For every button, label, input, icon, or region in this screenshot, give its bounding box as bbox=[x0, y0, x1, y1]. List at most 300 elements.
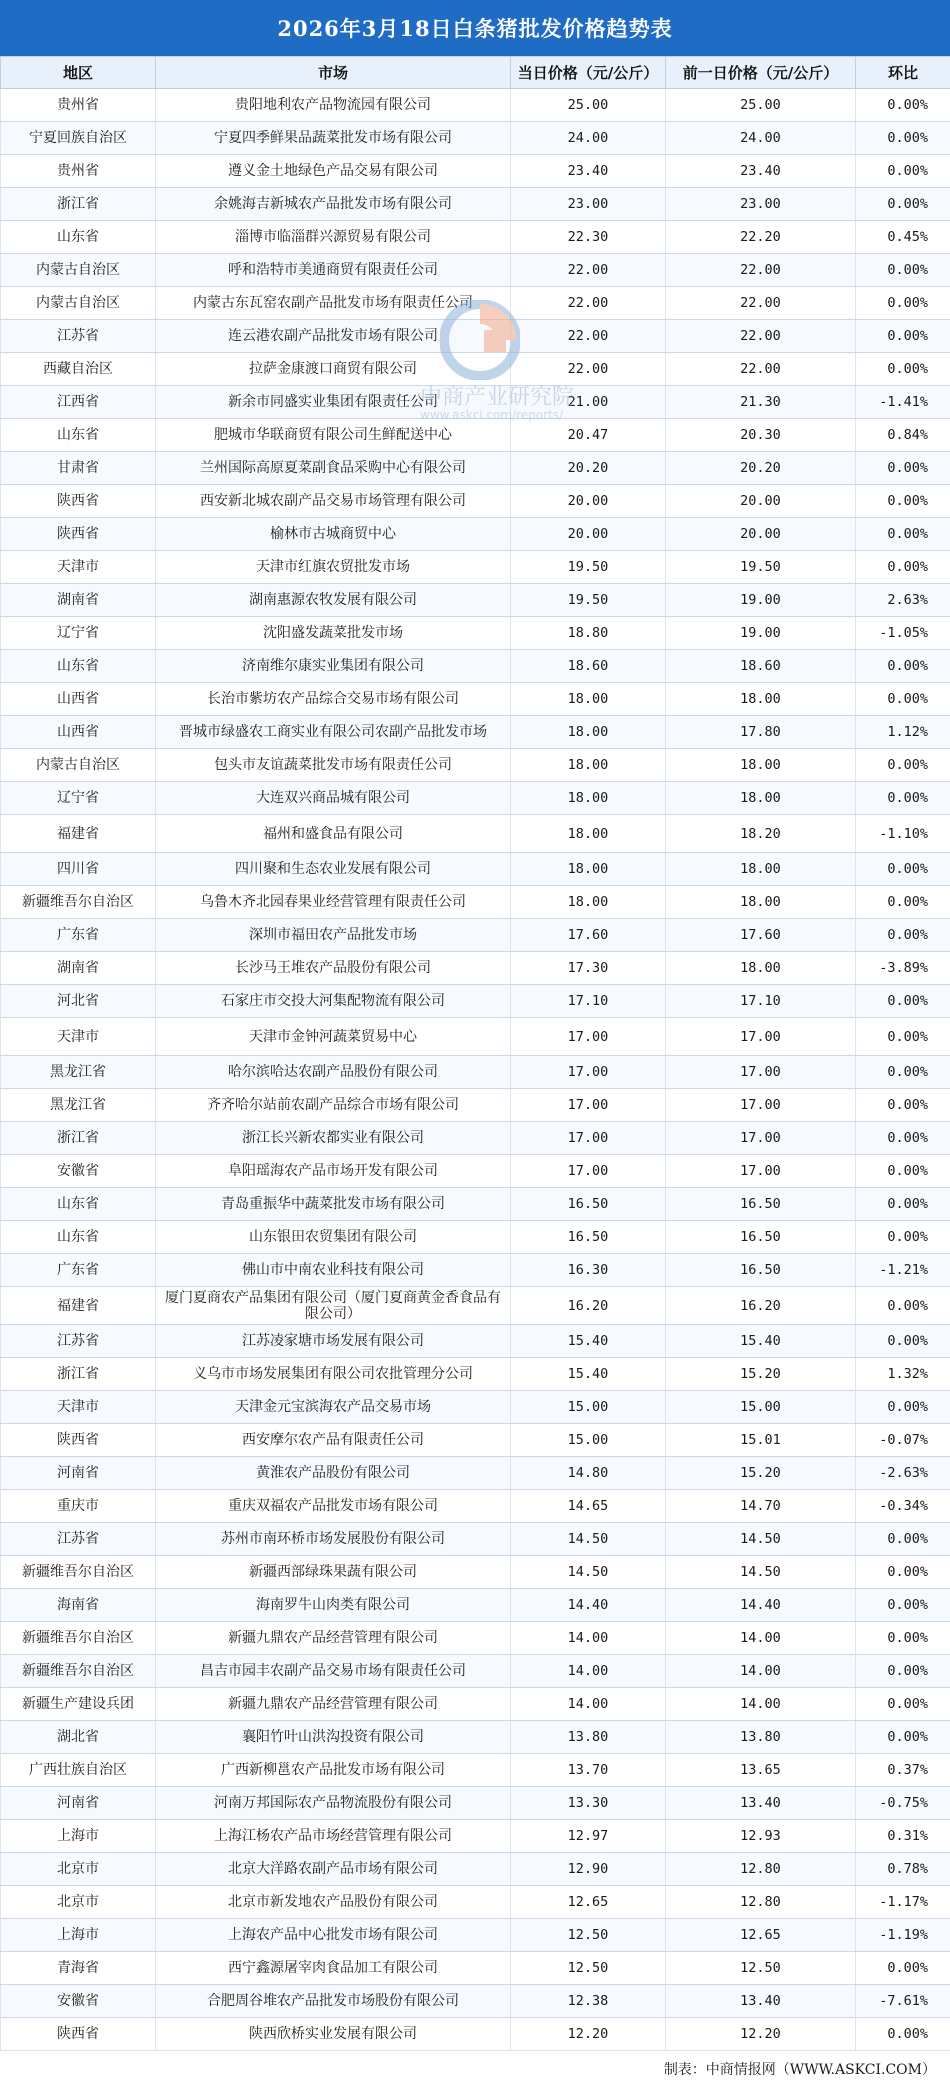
cell-today-price: 18.00 bbox=[511, 782, 666, 815]
cell-prev-price: 17.00 bbox=[666, 1018, 856, 1056]
header-change: 环比 bbox=[856, 57, 950, 89]
cell-prev-price: 17.10 bbox=[666, 985, 856, 1018]
cell-today-price: 22.00 bbox=[511, 254, 666, 287]
cell-market: 西安新北城农副产品交易市场管理有限公司 bbox=[156, 485, 511, 518]
cell-today-price: 17.00 bbox=[511, 1122, 666, 1155]
cell-prev-price: 17.80 bbox=[666, 716, 856, 749]
header-today-price: 当日价格（元/公斤） bbox=[511, 57, 666, 89]
cell-market: 苏州市南环桥市场发展股份有限公司 bbox=[156, 1523, 511, 1556]
cell-today-price: 19.50 bbox=[511, 584, 666, 617]
cell-region: 天津市 bbox=[1, 1391, 156, 1424]
cell-prev-price: 18.00 bbox=[666, 782, 856, 815]
cell-today-price: 12.20 bbox=[511, 2018, 666, 2051]
cell-market: 石家庄市交投大河集配物流有限公司 bbox=[156, 985, 511, 1018]
cell-prev-price: 22.00 bbox=[666, 320, 856, 353]
cell-today-price: 12.50 bbox=[511, 1952, 666, 1985]
cell-change: 0.00% bbox=[856, 1952, 950, 1985]
cell-prev-price: 13.80 bbox=[666, 1721, 856, 1754]
price-table bbox=[0, 56, 950, 2051]
cell-today-price: 17.00 bbox=[511, 1018, 666, 1056]
cell-prev-price: 13.40 bbox=[666, 1985, 856, 2018]
cell-region: 黑龙江省 bbox=[1, 1089, 156, 1122]
cell-region: 广西壮族自治区 bbox=[1, 1754, 156, 1787]
cell-change: -1.05% bbox=[856, 617, 950, 650]
cell-region: 江西省 bbox=[1, 386, 156, 419]
cell-change: 0.37% bbox=[856, 1754, 950, 1787]
cell-change: -1.10% bbox=[856, 815, 950, 853]
cell-region: 陕西省 bbox=[1, 518, 156, 551]
table-row bbox=[1, 1056, 950, 1089]
cell-prev-price: 17.00 bbox=[666, 1089, 856, 1122]
cell-region: 安徽省 bbox=[1, 1155, 156, 1188]
cell-prev-price: 18.00 bbox=[666, 886, 856, 919]
cell-today-price: 17.00 bbox=[511, 1089, 666, 1122]
cell-change: -1.19% bbox=[856, 1919, 950, 1952]
cell-today-price: 20.47 bbox=[511, 419, 666, 452]
watermark-url: www.askci.com/reports/ bbox=[420, 408, 564, 422]
cell-today-price: 14.00 bbox=[511, 1688, 666, 1721]
cell-market: 陕西欣桥实业发展有限公司 bbox=[156, 2018, 511, 2051]
cell-change: 0.00% bbox=[856, 1188, 950, 1221]
cell-change: 0.00% bbox=[856, 353, 950, 386]
cell-market: 江苏凌家塘市场发展有限公司 bbox=[156, 1325, 511, 1358]
table-row bbox=[1, 1122, 950, 1155]
cell-change: 0.00% bbox=[856, 1221, 950, 1254]
cell-market: 包头市友谊蔬菜批发市场有限责任公司 bbox=[156, 749, 511, 782]
cell-region: 北京市 bbox=[1, 1853, 156, 1886]
cell-region: 河南省 bbox=[1, 1457, 156, 1490]
cell-region: 内蒙古自治区 bbox=[1, 749, 156, 782]
cell-market: 浙江长兴新农都实业有限公司 bbox=[156, 1122, 511, 1155]
cell-region: 安徽省 bbox=[1, 1985, 156, 2018]
cell-today-price: 18.00 bbox=[511, 886, 666, 919]
cell-change: 0.00% bbox=[856, 287, 950, 320]
cell-market: 天津金元宝滨海农产品交易市场 bbox=[156, 1391, 511, 1424]
cell-region: 浙江省 bbox=[1, 1358, 156, 1391]
cell-market: 贵阳地利农产品物流园有限公司 bbox=[156, 89, 511, 122]
cell-market: 内蒙古东瓦窑农副产品批发市场有限责任公司 bbox=[156, 287, 511, 320]
cell-market: 淄博市临淄群兴源贸易有限公司 bbox=[156, 221, 511, 254]
cell-prev-price: 13.40 bbox=[666, 1787, 856, 1820]
table-row bbox=[1, 1018, 950, 1056]
cell-today-price: 12.90 bbox=[511, 1853, 666, 1886]
cell-region: 广东省 bbox=[1, 919, 156, 952]
table-row bbox=[1, 1754, 950, 1787]
table-row bbox=[1, 419, 950, 452]
cell-region: 四川省 bbox=[1, 853, 156, 886]
cell-today-price: 24.00 bbox=[511, 122, 666, 155]
cell-market: 重庆双福农产品批发市场有限公司 bbox=[156, 1490, 511, 1523]
cell-prev-price: 18.60 bbox=[666, 650, 856, 683]
cell-market: 呼和浩特市美通商贸有限责任公司 bbox=[156, 254, 511, 287]
cell-change: 0.84% bbox=[856, 419, 950, 452]
cell-today-price: 18.00 bbox=[511, 716, 666, 749]
cell-market: 上海江杨农产品市场经营管理有限公司 bbox=[156, 1820, 511, 1853]
table-row bbox=[1, 353, 950, 386]
cell-today-price: 12.50 bbox=[511, 1919, 666, 1952]
cell-prev-price: 15.20 bbox=[666, 1457, 856, 1490]
table-row bbox=[1, 1089, 950, 1122]
cell-today-price: 18.00 bbox=[511, 683, 666, 716]
table-row bbox=[1, 1688, 950, 1721]
cell-change: 0.00% bbox=[856, 919, 950, 952]
header-market: 市场 bbox=[156, 57, 511, 89]
table-row bbox=[1, 749, 950, 782]
cell-change: 0.00% bbox=[856, 1589, 950, 1622]
cell-region: 海南省 bbox=[1, 1589, 156, 1622]
cell-prev-price: 18.20 bbox=[666, 815, 856, 853]
cell-prev-price: 20.20 bbox=[666, 452, 856, 485]
cell-prev-price: 15.01 bbox=[666, 1424, 856, 1457]
cell-region: 辽宁省 bbox=[1, 617, 156, 650]
cell-prev-price: 12.80 bbox=[666, 1886, 856, 1919]
cell-change: -7.61% bbox=[856, 1985, 950, 2018]
cell-prev-price: 24.00 bbox=[666, 122, 856, 155]
cell-today-price: 14.00 bbox=[511, 1622, 666, 1655]
cell-market: 湖南惠源农牧发展有限公司 bbox=[156, 584, 511, 617]
cell-prev-price: 18.00 bbox=[666, 749, 856, 782]
table-row bbox=[1, 650, 950, 683]
cell-today-price: 16.20 bbox=[511, 1287, 666, 1325]
table-row bbox=[1, 188, 950, 221]
cell-region: 贵州省 bbox=[1, 155, 156, 188]
table-row bbox=[1, 985, 950, 1018]
cell-change: 2.63% bbox=[856, 584, 950, 617]
cell-market: 西安摩尔农产品有限责任公司 bbox=[156, 1424, 511, 1457]
cell-region: 河南省 bbox=[1, 1787, 156, 1820]
cell-today-price: 14.50 bbox=[511, 1523, 666, 1556]
table-row bbox=[1, 716, 950, 749]
cell-change: 1.12% bbox=[856, 716, 950, 749]
cell-change: 0.00% bbox=[856, 650, 950, 683]
cell-change: 0.00% bbox=[856, 782, 950, 815]
table-row bbox=[1, 1622, 950, 1655]
cell-region: 山东省 bbox=[1, 419, 156, 452]
cell-region: 天津市 bbox=[1, 551, 156, 584]
cell-today-price: 18.00 bbox=[511, 749, 666, 782]
cell-market: 上海农产品中心批发市场有限公司 bbox=[156, 1919, 511, 1952]
cell-market: 新疆九鼎农产品经营管理有限公司 bbox=[156, 1622, 511, 1655]
cell-prev-price: 22.00 bbox=[666, 353, 856, 386]
table-row bbox=[1, 551, 950, 584]
table-row bbox=[1, 155, 950, 188]
cell-prev-price: 12.65 bbox=[666, 1919, 856, 1952]
cell-market: 福州和盛食品有限公司 bbox=[156, 815, 511, 853]
header-region: 地区 bbox=[1, 57, 156, 89]
cell-today-price: 13.80 bbox=[511, 1721, 666, 1754]
cell-market: 宁夏四季鲜果品蔬菜批发市场有限公司 bbox=[156, 122, 511, 155]
table-row bbox=[1, 952, 950, 985]
table-row bbox=[1, 1721, 950, 1754]
cell-today-price: 20.00 bbox=[511, 518, 666, 551]
cell-today-price: 22.30 bbox=[511, 221, 666, 254]
cell-today-price: 20.00 bbox=[511, 485, 666, 518]
table-row bbox=[1, 485, 950, 518]
cell-prev-price: 12.93 bbox=[666, 1820, 856, 1853]
cell-market: 哈尔滨哈达农副产品股份有限公司 bbox=[156, 1056, 511, 1089]
cell-change: 0.00% bbox=[856, 1523, 950, 1556]
cell-market: 义乌市市场发展集团有限公司农批管理分公司 bbox=[156, 1358, 511, 1391]
table-row bbox=[1, 1287, 950, 1325]
table-row bbox=[1, 584, 950, 617]
cell-today-price: 18.00 bbox=[511, 853, 666, 886]
table-row bbox=[1, 1523, 950, 1556]
cell-change: 0.00% bbox=[856, 485, 950, 518]
cell-market: 北京大洋路农副产品市场有限公司 bbox=[156, 1853, 511, 1886]
cell-today-price: 18.80 bbox=[511, 617, 666, 650]
table-row bbox=[1, 320, 950, 353]
cell-prev-price: 14.00 bbox=[666, 1622, 856, 1655]
cell-market: 连云港农副产品批发市场有限公司 bbox=[156, 320, 511, 353]
cell-today-price: 25.00 bbox=[511, 89, 666, 122]
cell-region: 湖南省 bbox=[1, 584, 156, 617]
cell-market: 余姚海吉新城农产品批发市场有限公司 bbox=[156, 188, 511, 221]
cell-region: 山东省 bbox=[1, 1188, 156, 1221]
cell-prev-price: 25.00 bbox=[666, 89, 856, 122]
cell-prev-price: 16.50 bbox=[666, 1254, 856, 1287]
cell-prev-price: 22.20 bbox=[666, 221, 856, 254]
cell-market: 佛山市中南农业科技有限公司 bbox=[156, 1254, 511, 1287]
cell-region: 山东省 bbox=[1, 1221, 156, 1254]
cell-prev-price: 14.70 bbox=[666, 1490, 856, 1523]
cell-change: 0.00% bbox=[856, 452, 950, 485]
cell-market: 西宁鑫源屠宰肉食品加工有限公司 bbox=[156, 1952, 511, 1985]
cell-market: 榆林市古城商贸中心 bbox=[156, 518, 511, 551]
cell-market: 新疆西部绿珠果蔬有限公司 bbox=[156, 1556, 511, 1589]
cell-region: 山东省 bbox=[1, 221, 156, 254]
cell-today-price: 17.60 bbox=[511, 919, 666, 952]
cell-today-price: 17.10 bbox=[511, 985, 666, 1018]
table-row bbox=[1, 1820, 950, 1853]
cell-region: 天津市 bbox=[1, 1018, 156, 1056]
watermark-name: 中商产业研究院 bbox=[420, 385, 575, 410]
table-row bbox=[1, 1589, 950, 1622]
cell-change: 0.00% bbox=[856, 683, 950, 716]
cell-today-price: 14.00 bbox=[511, 1655, 666, 1688]
cell-market: 遵义金土地绿色产品交易有限公司 bbox=[156, 155, 511, 188]
cell-market: 合肥周谷堆农产品批发市场股份有限公司 bbox=[156, 1985, 511, 2018]
table-row bbox=[1, 254, 950, 287]
header-row bbox=[1, 57, 950, 89]
cell-today-price: 13.30 bbox=[511, 1787, 666, 1820]
cell-region: 浙江省 bbox=[1, 1122, 156, 1155]
cell-market: 北京市新发地农产品股份有限公司 bbox=[156, 1886, 511, 1919]
table-row bbox=[1, 386, 950, 419]
cell-region: 贵州省 bbox=[1, 89, 156, 122]
cell-prev-price: 14.00 bbox=[666, 1655, 856, 1688]
table-row bbox=[1, 617, 950, 650]
table-row bbox=[1, 221, 950, 254]
footer-credit: 制表：中商情报网（WWW.ASKCI.COM） bbox=[0, 2050, 950, 2086]
table-row bbox=[1, 815, 950, 853]
cell-change: 0.00% bbox=[856, 985, 950, 1018]
cell-change: 0.00% bbox=[856, 551, 950, 584]
cell-change: 0.00% bbox=[856, 1089, 950, 1122]
cell-today-price: 15.40 bbox=[511, 1325, 666, 1358]
cell-today-price: 16.50 bbox=[511, 1188, 666, 1221]
cell-change: 0.78% bbox=[856, 1853, 950, 1886]
cell-change: -2.63% bbox=[856, 1457, 950, 1490]
table-row bbox=[1, 1254, 950, 1287]
table-row bbox=[1, 1358, 950, 1391]
cell-change: 0.00% bbox=[856, 749, 950, 782]
table-row bbox=[1, 452, 950, 485]
cell-market: 大连双兴商品城有限公司 bbox=[156, 782, 511, 815]
table-row bbox=[1, 1391, 950, 1424]
cell-region: 北京市 bbox=[1, 1886, 156, 1919]
cell-change: 0.00% bbox=[856, 2018, 950, 2051]
cell-region: 山西省 bbox=[1, 716, 156, 749]
cell-prev-price: 18.00 bbox=[666, 683, 856, 716]
cell-prev-price: 17.00 bbox=[666, 1056, 856, 1089]
cell-change: 1.32% bbox=[856, 1358, 950, 1391]
cell-region: 辽宁省 bbox=[1, 782, 156, 815]
cell-change: 0.00% bbox=[856, 1287, 950, 1325]
table-row bbox=[1, 1221, 950, 1254]
cell-today-price: 17.30 bbox=[511, 952, 666, 985]
cell-prev-price: 17.60 bbox=[666, 919, 856, 952]
cell-change: 0.00% bbox=[856, 1056, 950, 1089]
cell-prev-price: 22.00 bbox=[666, 254, 856, 287]
cell-today-price: 14.65 bbox=[511, 1490, 666, 1523]
table-row bbox=[1, 1155, 950, 1188]
cell-region: 山西省 bbox=[1, 683, 156, 716]
cell-prev-price: 15.00 bbox=[666, 1391, 856, 1424]
cell-prev-price: 20.00 bbox=[666, 518, 856, 551]
cell-region: 内蒙古自治区 bbox=[1, 254, 156, 287]
cell-change: 0.00% bbox=[856, 1325, 950, 1358]
table-row bbox=[1, 2018, 950, 2051]
cell-region: 陕西省 bbox=[1, 485, 156, 518]
cell-today-price: 23.00 bbox=[511, 188, 666, 221]
cell-prev-price: 20.30 bbox=[666, 419, 856, 452]
cell-region: 新疆维吾尔自治区 bbox=[1, 1556, 156, 1589]
cell-change: 0.00% bbox=[856, 886, 950, 919]
cell-today-price: 15.40 bbox=[511, 1358, 666, 1391]
cell-today-price: 23.40 bbox=[511, 155, 666, 188]
cell-today-price: 20.20 bbox=[511, 452, 666, 485]
cell-region: 黑龙江省 bbox=[1, 1056, 156, 1089]
cell-market: 山东银田农贸集团有限公司 bbox=[156, 1221, 511, 1254]
cell-market: 河南万邦国际农产品物流股份有限公司 bbox=[156, 1787, 511, 1820]
cell-change: 0.31% bbox=[856, 1820, 950, 1853]
cell-prev-price: 20.00 bbox=[666, 485, 856, 518]
cell-region: 广东省 bbox=[1, 1254, 156, 1287]
cell-prev-price: 17.00 bbox=[666, 1155, 856, 1188]
cell-market: 济南维尔康实业集团有限公司 bbox=[156, 650, 511, 683]
cell-change: 0.45% bbox=[856, 221, 950, 254]
cell-today-price: 16.50 bbox=[511, 1221, 666, 1254]
cell-prev-price: 14.50 bbox=[666, 1556, 856, 1589]
cell-change: -0.34% bbox=[856, 1490, 950, 1523]
table-row bbox=[1, 1985, 950, 2018]
cell-prev-price: 16.50 bbox=[666, 1188, 856, 1221]
cell-market: 黄淮农产品股份有限公司 bbox=[156, 1457, 511, 1490]
cell-change: 0.00% bbox=[856, 853, 950, 886]
cell-prev-price: 12.80 bbox=[666, 1853, 856, 1886]
cell-today-price: 22.00 bbox=[511, 320, 666, 353]
cell-market: 深圳市福田农产品批发市场 bbox=[156, 919, 511, 952]
cell-prev-price: 14.00 bbox=[666, 1688, 856, 1721]
cell-prev-price: 15.20 bbox=[666, 1358, 856, 1391]
cell-region: 西藏自治区 bbox=[1, 353, 156, 386]
cell-market: 四川聚和生态农业发展有限公司 bbox=[156, 853, 511, 886]
cell-region: 青海省 bbox=[1, 1952, 156, 1985]
cell-change: 0.00% bbox=[856, 1556, 950, 1589]
cell-region: 宁夏回族自治区 bbox=[1, 122, 156, 155]
cell-market: 新余市同盛实业集团有限责任公司 bbox=[156, 386, 511, 419]
table-body bbox=[1, 89, 950, 2051]
cell-prev-price: 19.00 bbox=[666, 617, 856, 650]
cell-region: 江苏省 bbox=[1, 1523, 156, 1556]
cell-today-price: 12.38 bbox=[511, 1985, 666, 2018]
table-row bbox=[1, 1490, 950, 1523]
cell-change: 0.00% bbox=[856, 1018, 950, 1056]
cell-market: 厦门夏商农产品集团有限公司（厦门夏商黄金香食品有限公司） bbox=[156, 1287, 511, 1325]
cell-today-price: 18.60 bbox=[511, 650, 666, 683]
cell-today-price: 22.00 bbox=[511, 287, 666, 320]
table-row bbox=[1, 122, 950, 155]
cell-market: 海南罗牛山肉类有限公司 bbox=[156, 1589, 511, 1622]
cell-region: 上海市 bbox=[1, 1820, 156, 1853]
cell-market: 昌吉市园丰农副产品交易市场有限责任公司 bbox=[156, 1655, 511, 1688]
cell-today-price: 14.80 bbox=[511, 1457, 666, 1490]
table-row bbox=[1, 1919, 950, 1952]
cell-prev-price: 19.00 bbox=[666, 584, 856, 617]
cell-region: 上海市 bbox=[1, 1919, 156, 1952]
cell-change: 0.00% bbox=[856, 122, 950, 155]
cell-prev-price: 21.30 bbox=[666, 386, 856, 419]
cell-region: 新疆维吾尔自治区 bbox=[1, 1622, 156, 1655]
table-row bbox=[1, 782, 950, 815]
table-row bbox=[1, 1952, 950, 1985]
cell-market: 襄阳竹叶山洪沟投资有限公司 bbox=[156, 1721, 511, 1754]
cell-prev-price: 18.00 bbox=[666, 952, 856, 985]
cell-prev-price: 19.50 bbox=[666, 551, 856, 584]
cell-change: 0.00% bbox=[856, 1391, 950, 1424]
cell-region: 山东省 bbox=[1, 650, 156, 683]
cell-prev-price: 23.40 bbox=[666, 155, 856, 188]
cell-prev-price: 12.50 bbox=[666, 1952, 856, 1985]
cell-region: 江苏省 bbox=[1, 1325, 156, 1358]
cell-market: 天津市红旗农贸批发市场 bbox=[156, 551, 511, 584]
header-prev-price: 前一日价格（元/公斤） bbox=[666, 57, 856, 89]
cell-today-price: 19.50 bbox=[511, 551, 666, 584]
cell-region: 内蒙古自治区 bbox=[1, 287, 156, 320]
cell-today-price: 17.00 bbox=[511, 1155, 666, 1188]
cell-today-price: 12.65 bbox=[511, 1886, 666, 1919]
cell-region: 福建省 bbox=[1, 815, 156, 853]
cell-prev-price: 18.00 bbox=[666, 853, 856, 886]
cell-change: 0.00% bbox=[856, 320, 950, 353]
cell-change: -1.21% bbox=[856, 1254, 950, 1287]
cell-prev-price: 16.20 bbox=[666, 1287, 856, 1325]
cell-today-price: 15.00 bbox=[511, 1391, 666, 1424]
cell-today-price: 12.97 bbox=[511, 1820, 666, 1853]
cell-prev-price: 23.00 bbox=[666, 188, 856, 221]
table-row bbox=[1, 518, 950, 551]
cell-change: -0.07% bbox=[856, 1424, 950, 1457]
cell-region: 甘肃省 bbox=[1, 452, 156, 485]
cell-market: 长治市紫坊农产品综合交易市场有限公司 bbox=[156, 683, 511, 716]
cell-market: 新疆九鼎农产品经营管理有限公司 bbox=[156, 1688, 511, 1721]
cell-change: -1.17% bbox=[856, 1886, 950, 1919]
table-row bbox=[1, 1886, 950, 1919]
table-row bbox=[1, 1188, 950, 1221]
cell-market: 天津市金钟河蔬菜贸易中心 bbox=[156, 1018, 511, 1056]
cell-region: 江苏省 bbox=[1, 320, 156, 353]
cell-region: 福建省 bbox=[1, 1287, 156, 1325]
